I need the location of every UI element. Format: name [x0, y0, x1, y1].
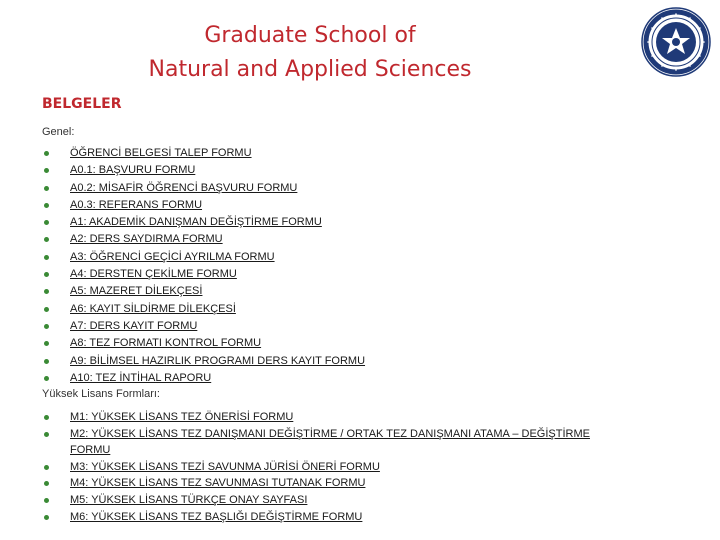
bullet-dot-icon	[44, 289, 49, 294]
masters-forms-list	[42, 409, 602, 525]
document-link[interactable]: A0.2: MİSAFİR ÖĞRENCİ BAŞVURU FORMU	[70, 181, 298, 194]
document-link[interactable]: A0.3: REFERANS FORMU	[70, 198, 203, 211]
list-item	[42, 283, 602, 300]
list-item	[42, 162, 602, 179]
document-link[interactable]: A5: MAZERET DİLEKÇESİ	[70, 285, 203, 298]
list-item	[42, 318, 602, 335]
general-forms-list	[42, 145, 602, 387]
list-item	[42, 459, 602, 476]
list-item	[42, 197, 602, 214]
bullet-dot-icon	[44, 255, 49, 260]
document-link[interactable]: A8: TEZ FORMATI KONTROL FORMU	[70, 337, 262, 350]
bullet-dot-icon	[44, 415, 49, 420]
bullet-dot-icon	[44, 359, 49, 364]
list-item	[42, 370, 602, 387]
title-line-1: Graduate School of	[204, 23, 416, 48]
list-item	[42, 180, 602, 197]
document-link[interactable]: M1: YÜKSEK LİSANS TEZ ÖNERİSİ FORMU	[70, 411, 294, 423]
bullet-dot-icon	[44, 498, 49, 503]
group-label-general: Genel:	[42, 126, 75, 138]
bullet-dot-icon	[44, 324, 49, 329]
bullet-dot-icon	[44, 341, 49, 346]
document-link[interactable]: M6: YÜKSEK LİSANS TEZ BAŞLIĞI DEĞİŞTİRME FORMU	[70, 510, 363, 523]
bullet-dot-icon	[44, 237, 49, 242]
list-item	[42, 231, 602, 248]
document-link[interactable]: M4: YÜKSEK LİSANS TEZ SAVUNMASI TUTANAK FORMU	[70, 477, 366, 490]
list-item	[42, 145, 602, 162]
bullet-dot-icon	[44, 465, 49, 470]
list-item	[42, 335, 602, 352]
list-item	[42, 492, 602, 509]
document-link[interactable]: A3: ÖĞRENCİ GEÇİCİ AYRILMA FORMU	[70, 250, 275, 263]
document-link[interactable]: A4: DERSTEN ÇEKİLME FORMU	[70, 268, 237, 281]
list-item	[42, 426, 602, 459]
bullet-dot-icon	[44, 203, 49, 208]
bullet-dot-icon	[44, 307, 49, 312]
list-item	[42, 301, 602, 318]
group-label-masters: Yüksek Lisans Formları:	[42, 388, 160, 400]
university-seal-icon	[640, 6, 712, 78]
bullet-dot-icon	[44, 168, 49, 173]
document-link[interactable]: A0.1: BAŞVURU FORMU	[70, 164, 196, 177]
document-link[interactable]: A10: TEZ İNTİHAL RAPORU	[70, 371, 212, 384]
bullet-dot-icon	[44, 220, 49, 225]
bullet-dot-icon	[44, 151, 49, 156]
bullet-dot-icon	[44, 186, 49, 191]
list-item	[42, 266, 602, 283]
document-link[interactable]: M2: YÜKSEK LİSANS TEZ DANIŞMANI DEĞİŞTİRME / ORTAK TEZ DANIŞMANI ATAMA – DEĞİŞTİRME FORMU	[70, 427, 590, 457]
section-heading: BELGELER	[42, 96, 122, 112]
list-item	[42, 509, 602, 526]
bullet-dot-icon	[44, 272, 49, 277]
list-item	[42, 353, 602, 370]
bullet-dot-icon	[44, 432, 49, 437]
document-link[interactable]: M5: YÜKSEK LİSANS TÜRKÇE ONAY SAYFASI	[70, 493, 308, 506]
document-link[interactable]: M3: YÜKSEK LİSANS TEZİ SAVUNMA JÜRİSİ ÖNERİ FORMU	[70, 460, 380, 473]
bullet-dot-icon	[44, 481, 49, 486]
document-link[interactable]: A1: AKADEMİK DANIŞMAN DEĞİŞTİRME FORMU	[70, 216, 322, 229]
list-item	[42, 475, 602, 492]
document-link[interactable]: A2: DERS SAYDIRMA FORMU	[70, 233, 223, 246]
bullet-dot-icon	[44, 515, 49, 520]
list-item	[42, 249, 602, 266]
title-line-2: Natural and Applied Sciences	[148, 57, 472, 82]
document-link[interactable]: A6: KAYIT SİLDİRME DİLEKÇESİ	[70, 302, 236, 315]
bullet-dot-icon	[44, 376, 49, 381]
document-link[interactable]: ÖĞRENCİ BELGESİ TALEP FORMU	[70, 147, 252, 159]
document-link[interactable]: A9: BİLİMSEL HAZIRLIK PROGRAMI DERS KAYIT FORMU	[70, 354, 366, 367]
list-item	[42, 214, 602, 231]
document-link[interactable]: A7: DERS KAYIT FORMU	[70, 319, 198, 332]
list-item	[42, 409, 602, 426]
